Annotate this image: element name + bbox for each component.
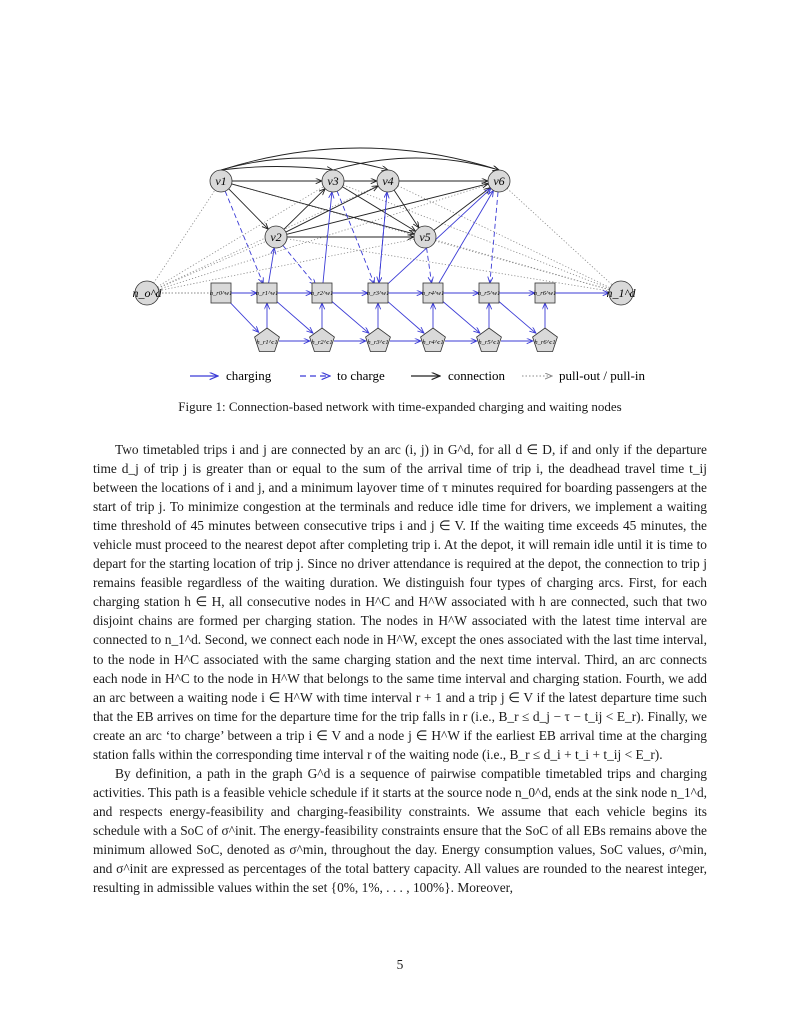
waiting-node [311, 283, 334, 303]
network-diagram [0, 120, 800, 400]
trip-node-v1 [210, 170, 232, 192]
connection-arc [221, 158, 388, 170]
network-figure [0, 120, 800, 400]
sink-node-label: n_1^d [606, 286, 636, 300]
legend-pullout-label: pull-out / pull-in [559, 368, 645, 383]
to-charge-edge [490, 192, 498, 283]
connection-edge [434, 188, 490, 231]
pullin-edge [507, 188, 612, 284]
trip-node-v5 [414, 226, 436, 248]
wait-to-charge-edge [275, 300, 313, 334]
waiting-to-trip-edge [438, 190, 493, 284]
waiting-node-label: h_r1^w1 [255, 290, 279, 297]
source-node [132, 281, 162, 305]
waiting-node-label: h_r4^w1 [421, 290, 445, 297]
trip-node-v3 [322, 170, 344, 192]
trip-node-v4 [377, 170, 399, 192]
charging-node-label: h_r1^c1 [256, 339, 278, 346]
connection-arc [333, 158, 499, 170]
charging-node-label: h_r6^c1 [534, 339, 556, 346]
waiting-to-trip-edge [323, 192, 332, 283]
wait-to-charge-edge [330, 300, 369, 334]
to-charge-edge [427, 248, 432, 283]
charging-node-label: h_r3^c1 [367, 339, 389, 346]
wait-to-charge-edge [228, 300, 259, 332]
trip-node-v5-label: v5 [419, 230, 431, 244]
page-number: 5 [396, 957, 404, 972]
waiting-node [534, 283, 557, 303]
connection-edge [229, 189, 269, 229]
wait-to-charge-edge [386, 300, 424, 334]
paragraph: Two timetabled trips i and j are connected by an arc (i, j) in G^d, for all d ∈ D, if and only if the departure time d_j of trip j is greater than or equal to the sum of the arrival time of trip i, the deadhead travel time t_ij between the locations of i and j, and a minimum layover time of τ minutes required for boarding passengers at the start of trip j. To minimize congestion at the terminals and reduce idle time for drivers, we implement a waiting time threshold of 45 minutes between consecutive trips i and j ∈ V. If the waiting time exceeds 45 minutes, the vehicle must proceed to the nearest depot after completing trip i. At the depot, it will remain idle until it is time to depart for the starting location of trip j. Since no driver attendance is required at the depot, the connection to trip j remains feasible regardless of the waiting duration. We distinguish four types of charging arcs. First, for each charging station h ∈ H, all consecutive nodes in H^C and H^W associated with h are connected, such that two disjoint chains are formed per charging station. The nodes in H^W associated with the latest time interval are connected to n_1^d. Second, we connect each node in H^W, except the ones associated with the last time interval, to the node in H^C associated with the same charging station and the next time interval. Third, an arc connects each node in H^C to the node in H^W that belongs to the same time interval and charging station. Fourth, we add an arc between a waiting node i ∈ H^W with time interval r + 1 and a trip j ∈ V if the latest departure time such that the EB arrives on time for the departure time for the trip falls in r (i.e., B_r ≤ d_j − τ − t_ij < E_r). Finally, we create an arc ‘to charge’ between a trip i ∈ V and a node j ∈ H^W if the earliest EB arrival time at the charging station falls within the corresponding time interval r of the waiting node (i.e., B_r ≤ d_i + t_i + t_ij < E_r). [93, 442, 707, 762]
waiting-node [210, 283, 233, 303]
figure-caption: Figure 1: Connection-based network with time-expanded charging and waiting nodes [178, 399, 622, 414]
trip-node-v2 [265, 226, 287, 248]
source-node-label: n_o^d [132, 286, 162, 300]
pullin-edge [287, 239, 609, 291]
legend-charging-label: charging [226, 368, 272, 383]
trip-node-v2-label: v2 [270, 230, 282, 244]
trip-node-v6-label: v6 [493, 174, 505, 188]
trip-node-v4-label: v4 [382, 174, 394, 188]
body-text [93, 440, 707, 897]
waiting-node [367, 283, 390, 303]
trip-node-v6 [488, 170, 510, 192]
charging-node-label: h_r2^c1 [311, 339, 333, 346]
connection-edge [394, 190, 419, 228]
charging-node [366, 328, 391, 352]
charging-node [477, 328, 502, 352]
waiting-node-label: h_r6^w1 [533, 290, 557, 297]
pullout-edge [154, 190, 215, 283]
to-charge-edge [337, 191, 374, 284]
charging-node-label: h_r5^c1 [478, 339, 500, 346]
connection-arc [221, 167, 333, 171]
charging-node-label: h_r4^c1 [422, 339, 444, 346]
charging-node [310, 328, 335, 352]
charging-node [421, 328, 446, 352]
waiting-node-label: h_r5^w1 [477, 290, 501, 297]
trip-node-v3-label: v3 [327, 174, 339, 188]
waiting-node [478, 283, 501, 303]
waiting-node [422, 283, 445, 303]
legend-connection-label: connection [448, 368, 506, 383]
legend-to-charge-label: to charge [337, 368, 385, 383]
wait-to-charge-edge [497, 300, 536, 334]
sink-node [606, 281, 636, 305]
paragraph: By definition, a path in the graph G^d is a sequence of pairwise compatible timetabled trips and charging activities. This path is a feasible vehicle schedule if it starts at the source node n_0^d, ends at the sink node n_1^d, and respects energy-feasibility and charging-feasibility constraints. We assume that each vehicle begins its schedule with a SoC of σ^init. The energy-feasibility constraints ensure that the SoC of all EBs remains above the minimum allowed SoC, denoted as σ^min, throughout the day. Energy consumption values, SoC values, σ^min, and σ^init are expressed as percentages of the total battery capacity. All values are rounded to the nearest integer, resulting in admissible values within the set {0%, 1%, . . . , 100%}. Moreover, [93, 765, 707, 896]
trip-node-v1-label: v1 [215, 174, 227, 188]
wait-to-charge-edge [441, 300, 480, 334]
waiting-to-trip-edge [379, 192, 387, 283]
waiting-node [256, 283, 279, 303]
waiting-node-label: h_r2^w1 [310, 290, 334, 297]
charging-node [533, 328, 558, 352]
pullin-edge [436, 240, 610, 290]
to-charge-edge [283, 246, 316, 286]
waiting-node-label: h_r3^w1 [366, 290, 390, 297]
figure-legend [190, 368, 645, 383]
waiting-node-label: h_r0^w1 [209, 290, 233, 297]
pullout-edge [158, 241, 266, 288]
